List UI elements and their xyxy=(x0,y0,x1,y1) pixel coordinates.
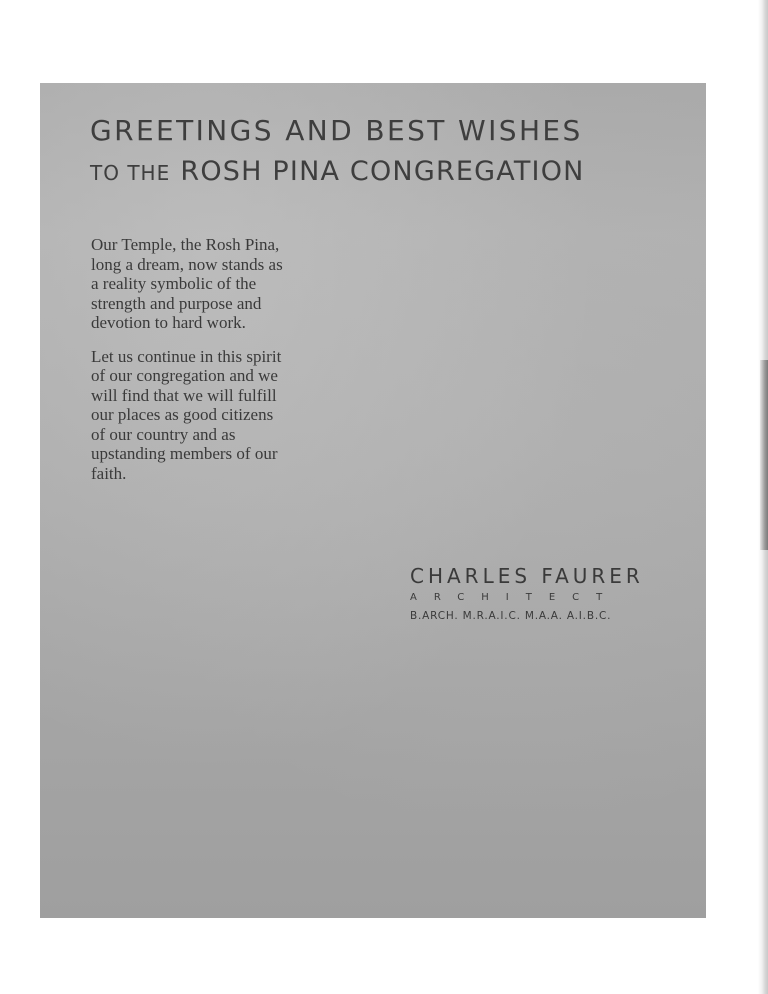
heading-line-2 xyxy=(90,149,690,193)
greeting-heading xyxy=(90,113,690,193)
message-paragraph-2: Let us continue in this spirit of our congregation and we will find that we will fulfill our places as good citizens of our country and as upstanding members of our faith. xyxy=(91,346,282,483)
greeting-card xyxy=(40,83,706,918)
architect-name: CHARLES FAURER xyxy=(410,564,644,588)
architect-credentials: B.ARCH. M.R.A.I.C. M.A.A. A.I.B.C. xyxy=(410,610,612,622)
page-edge-binding xyxy=(760,360,768,550)
architect-signature-block xyxy=(410,563,700,625)
heading-prefix: TO THE xyxy=(90,161,171,185)
heading-line-1: GREETINGS AND BEST WISHES xyxy=(90,114,583,147)
greeting-message xyxy=(91,235,306,497)
architect-title: ARCHITECT xyxy=(410,592,620,603)
message-paragraph-1: Our Temple, the Rosh Pina, long a dream, now stands as a reality symbolic of the strength and purpose and devotion to hard work. xyxy=(91,235,283,332)
heading-congregation-name: ROSH PINA CONGREGATION xyxy=(180,156,585,187)
